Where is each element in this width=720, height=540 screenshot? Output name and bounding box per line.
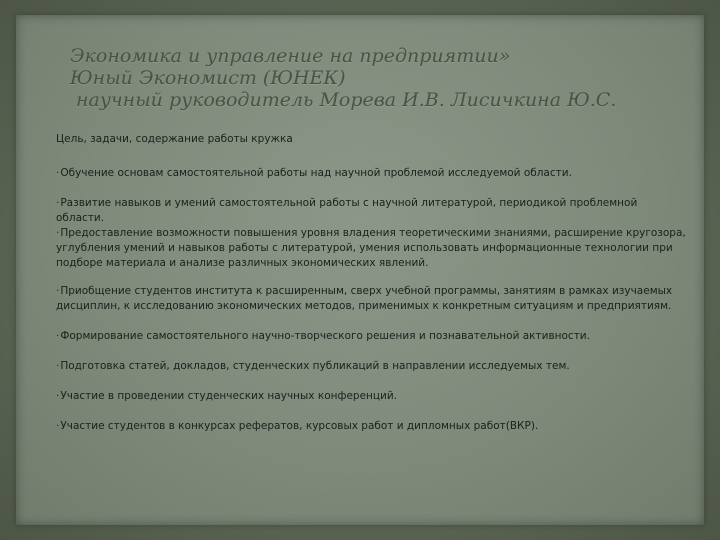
bullet-icon: ·: [56, 420, 60, 432]
list-item: [56, 166, 688, 181]
list-item-text: Предоставление возможности повышения уровня владения теоретическими знаниями, расширение кругозора, углубления умений и навыков работы с литературой, умения использовать информационные технологии при подборе материала и анализе различных экономических явлений.: [56, 227, 686, 269]
bullet-icon: ·: [56, 167, 60, 179]
list-item-text: Формирование самостоятельного научно-творческого решения и познавательной активности.: [60, 330, 590, 342]
list-item: [56, 389, 688, 404]
bullet-icon: ·: [56, 227, 60, 239]
title-line-3: научный руководитель Морева И.В. Лисичкина Ю.С.: [76, 89, 617, 111]
list-item: [56, 226, 688, 271]
list-item: [56, 419, 688, 434]
list-item: [56, 359, 688, 374]
list-item-text: Участие в проведении студенческих научных конференций.: [60, 390, 398, 402]
slide: [16, 15, 704, 525]
list-item: [56, 284, 688, 314]
list-item-text: Подготовка статей, докладов, студенческих публикаций в направлении исследуемых тем.: [60, 360, 570, 372]
list-item-text: Участие студентов в конкурсах рефератов, курсовых работ и дипломных работ(ВКР).: [60, 420, 539, 432]
bullet-icon: ·: [56, 330, 60, 342]
title-line-1: Экономика и управление на предприятии»: [70, 45, 511, 67]
slide-subtitle: Цель, задачи, содержание работы кружка: [56, 133, 293, 145]
list-item: [56, 329, 688, 344]
bullet-icon: ·: [56, 285, 60, 297]
bullet-icon: ·: [56, 390, 60, 402]
slide-title: [70, 45, 690, 111]
title-line-2: Юный Экономист (ЮНЕК): [70, 67, 346, 89]
list-item-text: Обучение основам самостоятельной работы над научной проблемой исследуемой области.: [60, 167, 572, 179]
list-item-text: Приобщение студентов института к расширенным, сверх учебной программы, занятиям в рамках изучаемых дисциплин, к исследованию экономических методов, применимых к конкретным ситуациям и предприятиям.: [56, 285, 673, 312]
bullet-icon: ·: [56, 197, 60, 209]
list-item-text: Развитие навыков и умений самостоятельной работы с научной литературой, периодикой проблемной области.: [56, 197, 638, 224]
list-item: [56, 196, 688, 226]
bullet-icon: ·: [56, 360, 60, 372]
